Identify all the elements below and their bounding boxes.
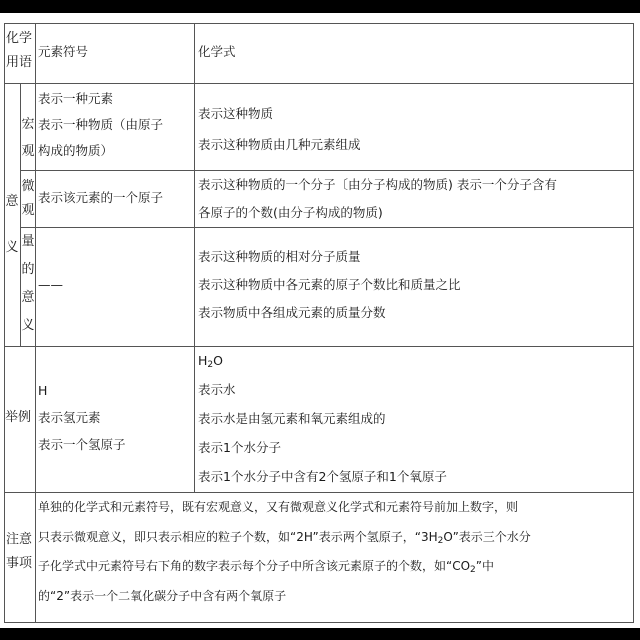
header-chemical-term: 化学 用语 xyxy=(6,31,33,70)
micro-label: 微 观 xyxy=(21,179,35,218)
row-divider xyxy=(20,227,634,228)
col-divider xyxy=(194,23,195,493)
table-border-right xyxy=(633,23,634,623)
water-formula: $H_2O$ xyxy=(198,353,223,370)
notes-text: 单独的化学式和元素符号，既有宏观意义，又有微观意义化学式和元素符号前加上数字，则 只表示微观意义，即只表示相应的粒子个数，如“2H”表示两个氢原子，“$3H_2O$”表示三个水分 子化学式中元素符号右下角的数字表示每个分子中所含该元素原子的个数，如“$CO_2$”中 的“2”表示一个二氧化碳分子中含有两个氧原子 xyxy=(38,500,531,603)
micro-symbol-meaning: 表示该元素的一个原子 xyxy=(38,190,164,205)
macro-label: 宏 观 xyxy=(21,117,35,159)
row-divider xyxy=(4,83,634,84)
macro-symbol-meaning: 表示一种元素 表示一种物质（由原子 构成的物质） xyxy=(38,91,164,158)
quantity-symbol-dash: —— xyxy=(38,277,63,292)
table-border-bottom xyxy=(4,622,634,623)
meaning-label: 意义 xyxy=(5,194,19,255)
header-element-symbol: 元素符号 xyxy=(38,44,89,59)
micro-formula-meaning: 表示这种物质的一个分子〔由分子构成的物质) 表示一个分子含有 各原子的个数(由分子构成的物质) xyxy=(198,177,557,220)
notes-label: 注意 事项 xyxy=(6,532,33,571)
quantity-label: 量 的 意 义 xyxy=(21,234,35,333)
example-label: 举例 xyxy=(5,410,32,425)
table-border-left xyxy=(4,23,5,623)
example-symbol: H 表示氢元素 表示一个氢原子 xyxy=(38,383,126,452)
header-chemical-formula: 化学式 xyxy=(198,44,236,59)
chemistry-table xyxy=(0,13,640,628)
table-border-top xyxy=(4,23,634,24)
macro-formula-meaning: 表示这种物质 表示这种物质由几种元素组成 xyxy=(198,106,361,152)
example-formula: $H_2O$ 表示水 表示水是由氢元素和氧元素组成的 表示1个水分子 表示1个水分子中含有2个氢原子和1个氧原子 xyxy=(198,346,447,491)
quantity-formula-meaning: 表示这种物质的相对分子质量 表示这种物质中各元素的原子个数比和质量之比 表示物质中各组成元素的质量分数 xyxy=(198,249,461,320)
